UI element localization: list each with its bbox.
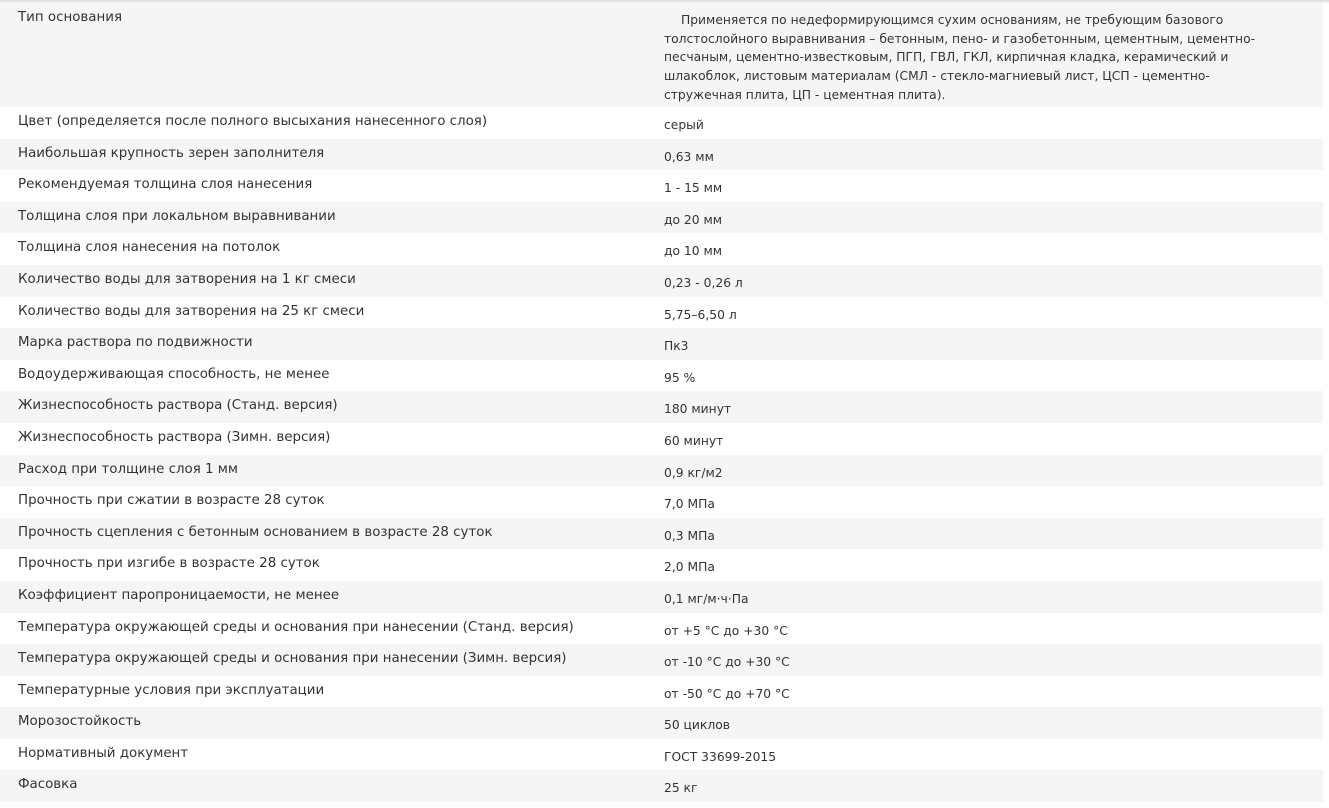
spec-name: Цвет (определяется после полного высыхания нанесенного слоя) [18,114,488,129]
spec-value: Пк3 [664,339,689,354]
spec-name: Температура окружающей среды и основания при нанесении (Зимн. версия) [18,651,567,667]
spec-row [0,486,1323,518]
spec-value: 95 % [664,370,696,385]
spec-value: 60 минут [664,433,724,448]
spec-name: Марка раствора по подвижности [18,335,253,351]
spec-name: Нормативный документ [18,745,189,761]
spec-value: от +5 °С до +30 °С [664,623,788,638]
spec-row [0,518,1323,550]
spec-name: Рекомендуемая толщина слоя нанесения [18,177,313,193]
spec-value: 0,23 - 0,26 л [664,275,743,290]
spec-name: Коэффициент паропроницаемости, не менее [18,587,340,603]
spec-row [0,202,1323,234]
spec-name: Количество воды для затворения на 25 кг смеси [18,303,365,319]
spec-name: Толщина слоя нанесения на потолок [18,240,281,256]
specs-table [0,3,1323,802]
spec-name: Температура окружающей среды и основания при нанесении (Станд. версия) [18,619,574,635]
spec-name: Тип основания [18,10,123,25]
spec-value: ГОСТ 33699-2015 [664,749,777,764]
spec-value: 7,0 МПа [664,497,715,512]
spec-row [0,770,1323,802]
spec-row [0,360,1323,392]
spec-value: 0,9 кг/м2 [664,465,723,480]
spec-value: от -10 °С до +30 °С [664,655,790,670]
spec-name: Жизнеспособность раствора (Зимн. версия) [18,429,331,445]
spec-value: 0,63 мм [664,149,714,164]
spec-name: Жизнеспособность раствора (Станд. версия) [18,398,338,414]
spec-row [0,297,1323,329]
spec-name: Морозостойкость [18,714,142,730]
spec-name: Фасовка [18,777,78,793]
spec-value: от -50 °С до +70 °С [664,686,790,701]
spec-name: Прочность сцепления с бетонным основанием в возрасте 28 суток [18,524,493,540]
spec-row [0,265,1323,297]
spec-row [0,549,1323,581]
spec-name: Температурные условия при эксплуатации [18,682,325,698]
spec-row [0,328,1323,360]
spec-name: Количество воды для затворения на 1 кг смеси [18,271,356,287]
spec-value: 0,3 МПа [664,528,715,543]
spec-row [0,739,1323,771]
spec-value: до 20 мм [664,212,723,227]
spec-value: Применяется по недеформирующимся сухим основаниям, не требующим базового толстослойного выравнивания – бетонным, пено- и газобетонным, цементным, цементно-песчаным, цементно-известковым, ПГП, ГВЛ, ГКЛ, кирпичная кладка, керамический и шлакоблок, листовым материалам (СМЛ - стекло-магниевый лист, ЦСП - цементно-стружечная плита, ЦП - цементная плита). [664,13,1256,102]
spec-row [0,707,1323,739]
spec-value: 25 кг [664,781,698,796]
spec-row [0,233,1323,265]
spec-value: серый [664,118,704,132]
spec-row [0,423,1323,455]
spec-value: 2,0 МПа [664,560,715,575]
spec-row [0,107,1323,139]
spec-name: Толщина слоя при локальном выравнивании [18,208,336,224]
spec-row [0,139,1323,171]
spec-value: 1 - 15 мм [664,181,723,196]
spec-row [0,581,1323,613]
spec-name: Прочность при сжатии в возрасте 28 суток [18,493,325,509]
spec-value: 5,75–6,50 л [664,307,737,322]
spec-value: 180 минут [664,402,732,417]
spec-name: Водоудерживающая способность, не менее [18,366,330,382]
spec-name: Расход при толщине слоя 1 мм [18,461,239,477]
spec-row [0,391,1323,423]
spec-value: 0,1 мг/м·ч·Па [664,591,749,606]
spec-value: 50 циклов [664,718,730,733]
spec-name: Наибольшая крупность зерен заполнителя [18,145,325,161]
spec-row [0,644,1323,676]
spec-row [0,455,1323,487]
spec-row [0,613,1323,645]
spec-row [0,3,1323,107]
spec-value: до 10 мм [664,244,723,259]
spec-name: Прочность при изгибе в возрасте 28 суток [18,556,320,572]
spec-row [0,170,1323,202]
spec-row [0,676,1323,708]
